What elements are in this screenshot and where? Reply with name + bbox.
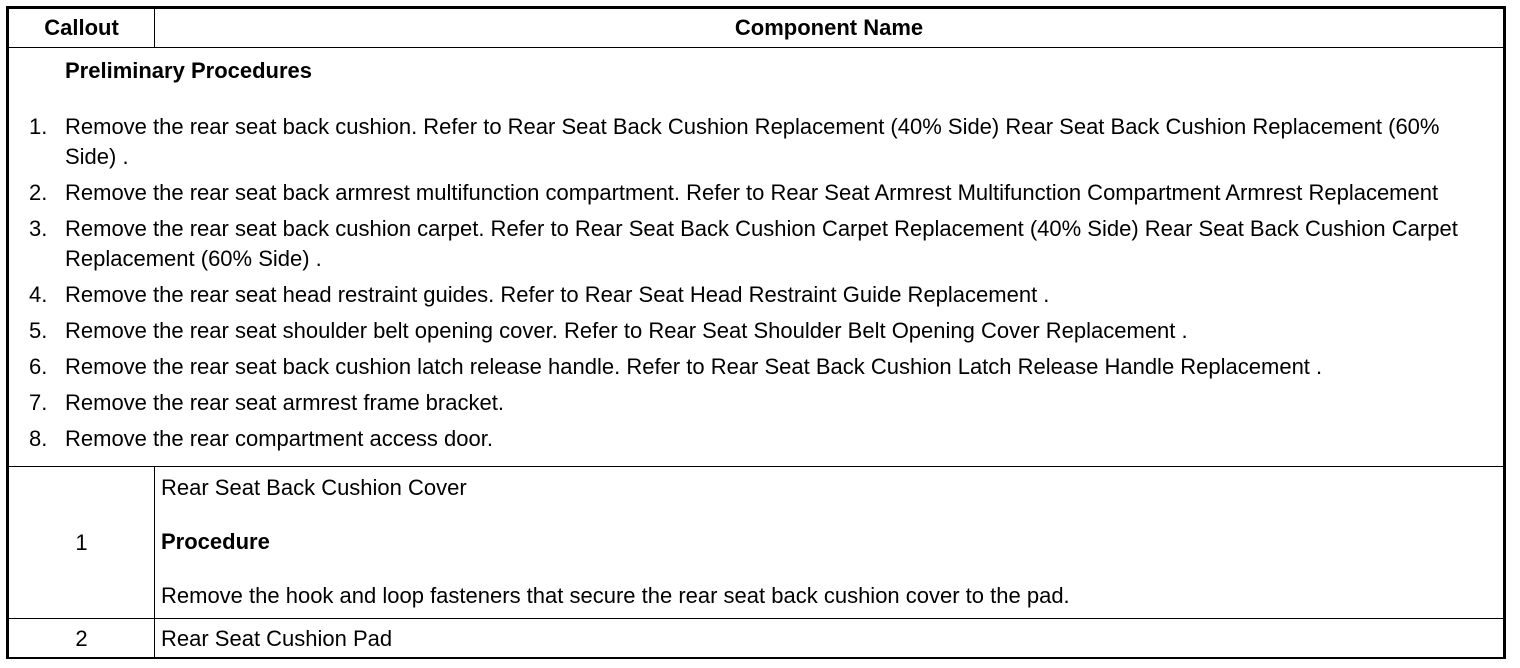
preliminary-procedures-row <box>9 48 1504 467</box>
step-number: 4. <box>29 282 48 307</box>
component-name: Rear Seat Back Cushion Cover <box>161 475 467 500</box>
preliminary-steps-list <box>29 112 1493 454</box>
table-row <box>9 467 1504 619</box>
step-number: 8. <box>29 426 48 451</box>
list-item <box>29 112 1493 172</box>
step-text: Remove the rear seat back cushion latch release handle. Refer to Rear Seat Back Cushion Latch Release Handle Replacement . <box>65 354 1323 379</box>
table-header-row <box>9 9 1504 48</box>
step-text: Remove the rear seat shoulder belt opening cover. Refer to Rear Seat Shoulder Belt Opening Cover Replacement . <box>65 318 1188 343</box>
callout-number: 2 <box>9 619 155 659</box>
step-text: Remove the rear seat head restraint guides. Refer to Rear Seat Head Restraint Guide Replacement . <box>65 282 1050 307</box>
step-text: Remove the rear seat armrest frame bracket. <box>65 390 504 415</box>
list-item <box>29 388 1493 418</box>
component-name-column-header: Component Name <box>155 9 1504 48</box>
preliminary-procedures-title: Preliminary Procedures <box>65 58 313 83</box>
step-number: 3. <box>29 216 48 241</box>
list-item <box>29 280 1493 310</box>
component-table <box>8 8 1504 659</box>
procedure-heading: Procedure <box>161 529 270 554</box>
step-number: 2. <box>29 180 48 205</box>
callout-column-header: Callout <box>9 9 155 48</box>
component-name: Rear Seat Cushion Pad <box>155 619 1504 659</box>
component-table-frame <box>6 6 1506 659</box>
callout-number: 1 <box>9 467 155 619</box>
procedure-text: Remove the hook and loop fasteners that secure the rear seat back cushion cover to the pad. <box>161 583 1070 608</box>
step-number: 6. <box>29 354 48 379</box>
step-number: 5. <box>29 318 48 343</box>
step-text: Remove the rear seat back cushion. Refer to Rear Seat Back Cushion Replacement (40% Side) Rear Seat Back Cushion Replacement (60% Side) . <box>65 114 1440 169</box>
step-number: 7. <box>29 390 48 415</box>
table-row <box>9 619 1504 659</box>
list-item <box>29 316 1493 346</box>
step-text: Remove the rear compartment access door. <box>65 426 493 451</box>
list-item <box>29 424 1493 454</box>
step-number: 1. <box>29 114 48 139</box>
list-item <box>29 352 1493 382</box>
preliminary-procedures-cell <box>9 48 1504 467</box>
component-cell <box>155 467 1504 619</box>
step-text: Remove the rear seat back armrest multifunction compartment. Refer to Rear Seat Armrest Multifunction Compartment Armrest Replacement <box>65 180 1439 205</box>
list-item <box>29 178 1493 208</box>
list-item <box>29 214 1493 274</box>
step-text: Remove the rear seat back cushion carpet. Refer to Rear Seat Back Cushion Carpet Replacement (40% Side) Rear Seat Back Cushion Carpet Replacement (60% Side) . <box>65 216 1458 271</box>
